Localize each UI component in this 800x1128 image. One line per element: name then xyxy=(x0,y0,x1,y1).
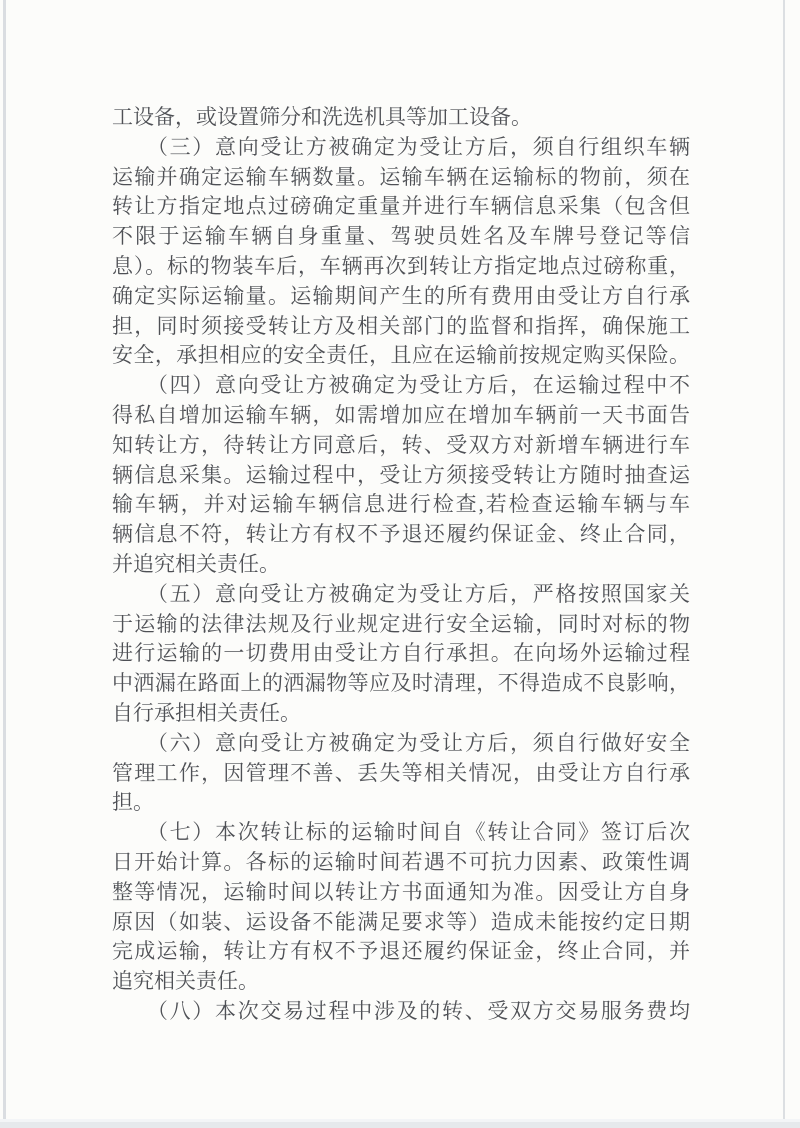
document-line: 安全，承担相应的安全责任，且应在运输前按规定购买保险。 xyxy=(112,343,690,368)
document-line: （六）意向受让方被确定为受让方后，须自行做好安全 xyxy=(112,730,690,755)
document-line: 辆信息不符，转让方有权不予退还履约保证金、终止合同， xyxy=(112,522,690,547)
document-line: 追究相关责任。 xyxy=(112,969,259,994)
document-line: （四）意向受让方被确定为受让方后，在运输过程中不 xyxy=(112,373,690,398)
document-line: 中洒漏在路面上的洒漏物等应及时清理，不得造成不良影响， xyxy=(112,671,690,696)
document-line: （五）意向受让方被确定为受让方后，严格按照国家关 xyxy=(112,581,690,606)
document-line: 运输并确定运输车辆数量。运输车辆在运输标的物前，须在 xyxy=(112,164,690,189)
document-line: 息）。标的物装车后，车辆再次到转让方指定地点过磅称重， xyxy=(112,253,690,278)
document-line: 转让方指定地点过磅确定重量并进行车辆信息采集（包含但 xyxy=(112,194,690,219)
document-line: 并追究相关责任。 xyxy=(112,551,280,576)
document-line: 整等情况，运输时间以转让方书面通知为准。因受让方自身 xyxy=(112,879,690,904)
document-line: 担，同时须接受转让方及相关部门的监督和指挥，确保施工 xyxy=(112,313,690,338)
page-left-edge-line xyxy=(3,0,6,1122)
scan-bottom-band xyxy=(0,1122,800,1128)
document-line: 知转让方，待转让方同意后，转、受双方对新增车辆进行车 xyxy=(112,432,690,457)
document-line: 完成运输，转让方有权不予退还履约保证金，终止合同，并 xyxy=(112,939,690,964)
document-line: 输车辆，并对运输车辆信息进行检查,若检查运输车辆与车 xyxy=(112,492,690,517)
document-line: 担。 xyxy=(112,790,154,815)
document-line: 工设备，或设置筛分和洗选机具等加工设备。 xyxy=(112,105,532,129)
document-line: 日开始计算。各标的运输时间若遇不可抗力因素、政策性调 xyxy=(112,849,690,874)
document-body xyxy=(112,103,690,1027)
document-line: 原因（如装、运设备不能满足要求等）造成未能按约定日期 xyxy=(112,909,690,934)
document-line: 得私自增加运输车辆，如需增加应在增加车辆前一天书面告 xyxy=(112,402,690,427)
document-line: 于运输的法律法规及行业规定进行安全运输，同时对标的物 xyxy=(112,611,690,636)
document-line: 确定实际运输量。运输期间产生的所有费用由受让方自行承 xyxy=(112,283,690,308)
document-line: （三）意向受让方被确定为受让方后，须自行组织车辆 xyxy=(112,134,690,159)
document-line: 不限于运输车辆自身重量、驾驶员姓名及车牌号登记等信 xyxy=(112,224,690,249)
document-line: 进行运输的一切费用由受让方自行承担。在向场外运输过程 xyxy=(112,641,690,666)
document-line: （八）本次交易过程中涉及的转、受双方交易服务费均 xyxy=(112,998,690,1023)
document-line: 辆信息采集。运输过程中，受让方须接受转让方随时抽查运 xyxy=(112,462,690,487)
document-line: 自行承担相关责任。 xyxy=(112,700,301,725)
document-line: 管理工作，因管理不善、丢失等相关情况，由受让方自行承 xyxy=(112,760,690,785)
page-right-edge-line xyxy=(783,0,785,1122)
document-line: （七）本次转让标的运输时间自《转让合同》签订后次 xyxy=(112,820,690,845)
